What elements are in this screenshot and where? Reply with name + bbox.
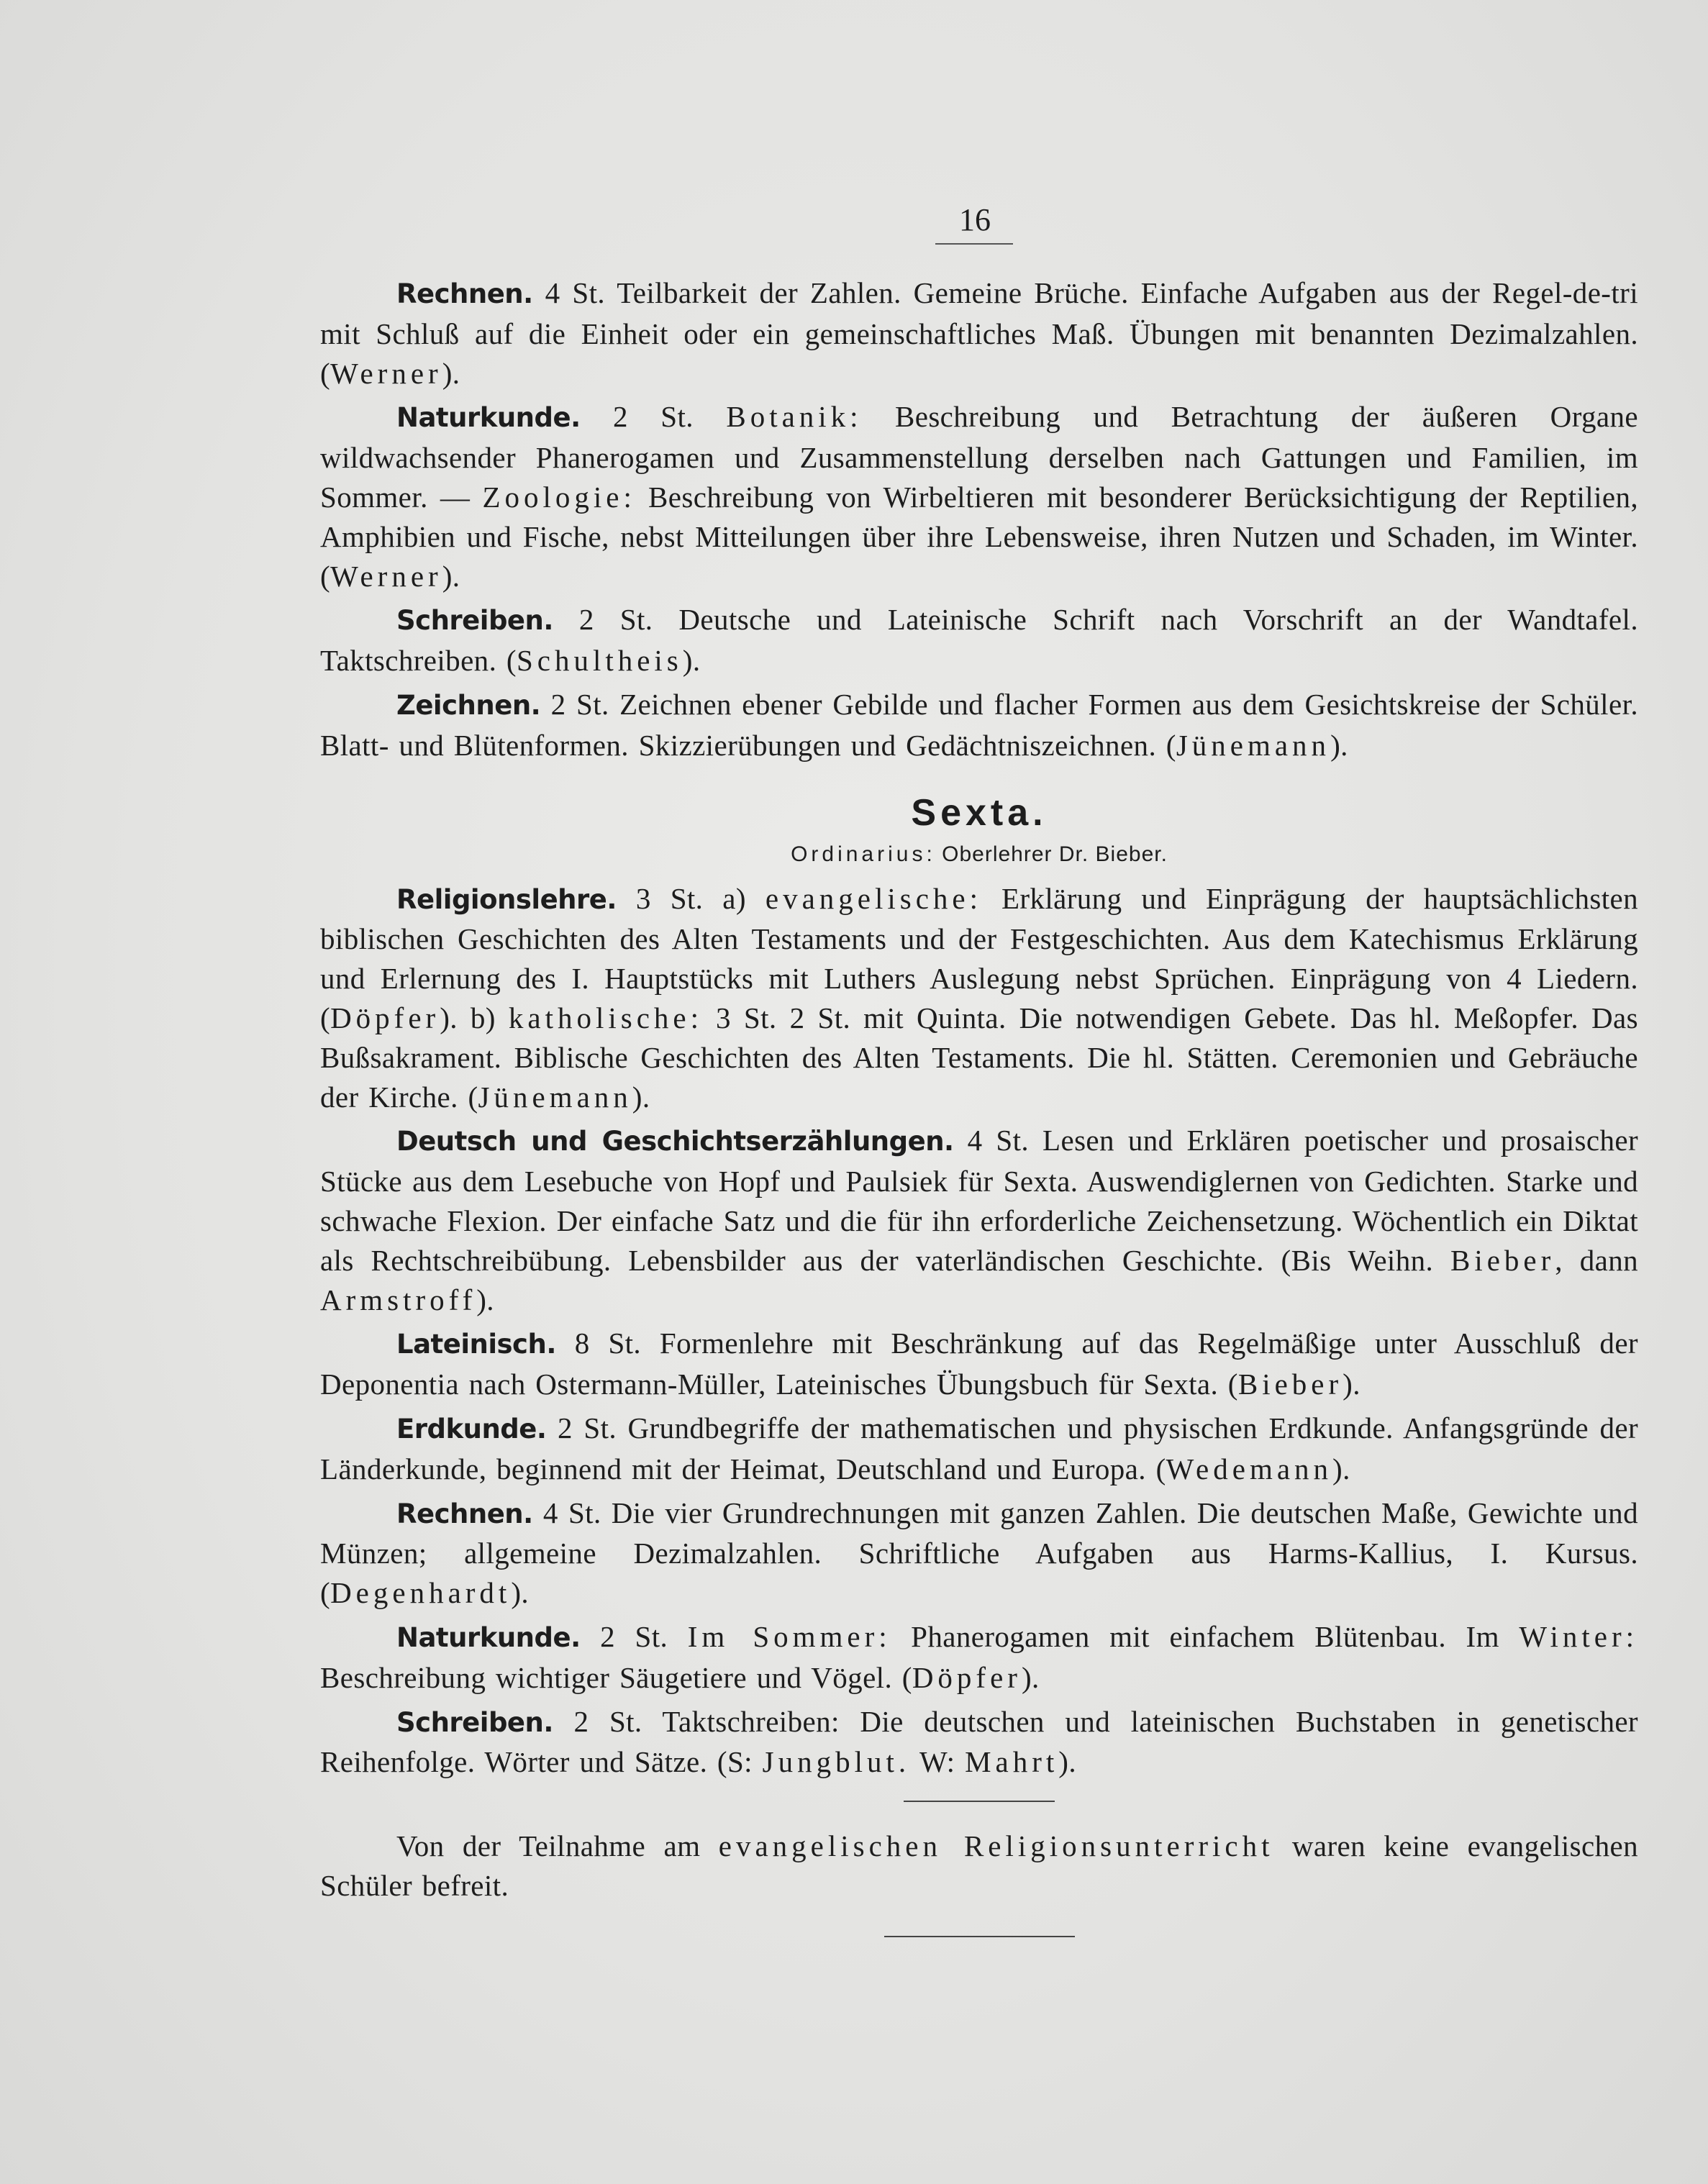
subject-title: Schreiben. [396,1706,553,1738]
subject-title: Religionslehre. [396,883,617,915]
paragraph-footer-note [320,1826,1638,1906]
paragraph-close: ). [511,1576,530,1610]
teacher-label-s: (S: [717,1745,753,1779]
ordinarius-name: Oberlehrer Dr. Bieber. [942,842,1168,866]
subject-title: Rechnen. [396,1498,533,1529]
paragraph-text: Teilbarkeit der Zahlen. Gemeine Brüche. Einfache Aufgaben aus der Regel-de-tri mit Schluß auf die Einheit oder ein gemeinschaftliches Maß. Übungen mit benannten Dezimalzahlen. [320,276,1638,350]
topic-label-katholisch: katholische: [508,1001,703,1034]
teacher-name: Döpfer [330,1001,440,1034]
hours: 8 St. [574,1327,642,1360]
subject-title: Erdkunde. [396,1413,547,1444]
paragraph-schreiben-sexta [320,1702,1638,1783]
topic-label-botanik: Botanik: [726,400,863,434]
teacher-name: Degenhardt [330,1576,512,1610]
page-content [320,273,1638,1937]
teacher-name: Bieber [1450,1243,1555,1277]
teacher-name: Bieber [1237,1368,1343,1401]
paragraph-naturkunde-sexta: Naturkunde. 2 St. Im Sommer: Phanerogamen mit einfachem Blütenbau. Im Winter: Beschreibung wichtiger Säugetiere und Vögel. (Döpfer). [320,1619,1638,1694]
teacher-name: Werner [330,356,442,390]
section-heading-sexta: Sexta. [911,791,1048,834]
teacher-name: Armstroff [320,1283,477,1316]
teacher-name: Schultheis [516,644,683,678]
paragraph-zeichnen: Zeichnen. 2 St. Zeichnen ebener Gebilde und flacher Formen aus dem Gesichtskreise der Schüler. Blatt- und Blütenformen. Skizzierübungen und Gedächtniszeichnen. (Jünemann). [320,687,1639,762]
page-number-rule [935,243,1013,245]
list-marker-b: ). b) [440,1001,496,1034]
subject-title: Naturkunde. [396,1621,581,1653]
teacher-prefix: (Bis Weihn. [1281,1243,1434,1277]
topic-label-winter: Winter: [1519,1619,1638,1653]
subject-title: Zeichnen. [396,689,541,721]
footer-spaced-text: evangelischen Religionsunterricht [718,1829,1274,1863]
paragraph-rechnen: Rechnen. 4 St. Teilbarkeit der Zahlen. Gemeine Brüche. Einfache Aufgaben aus der Regel-de-tri mit Schluß auf die Einheit oder ein gemeinschaftliches Maß. Übungen mit benannten Dezimalzahlen. (Werner). [320,276,1638,390]
topic-label-zoologie: Zoologie: [482,480,636,514]
ordinarius-label: Ordinarius: [791,842,936,866]
paragraph-text: Beschreibung wichtiger Säugetiere und Vögel. [320,1660,893,1694]
teacher-name: Jünemann [478,1080,632,1114]
teacher-name: Wedemann [1166,1452,1333,1485]
teacher-name: Mahrt [965,1745,1059,1779]
paragraph-close: ). [1021,1660,1040,1694]
teacher-name: Werner [330,559,442,593]
hours: 2 St. [573,1704,642,1738]
paragraph-close: ). [442,356,460,390]
subject-title: Rechnen. [396,278,533,309]
hours: 2 St. [557,1411,617,1444]
paragraph-text: Lesen und Erklären poetischer und prosaischer Stücke aus dem Lesebuche von Hopf und Paulsiek für Sexta. Auswendiglernen von Gedichten. Starke und schwache Flexion. Der einfache Satz und die für ihn erforderliche Zeichensetzung. Wöchentlich ein Diktat als Rechtschreibübung. Lebensbilder aus der vaterländischen Geschichte. [320,1124,1638,1277]
paragraph-naturkunde: Naturkunde. 2 St. Botanik: Beschreibung und Betrachtung der äußeren Organe wildwachsender Phanerogamen und Zusammenstellung derselben nach Gattungen und Familien, im Sommer. — Zoologie: Beschreibung von Wirbeltieren mit besonderer Berücksichtigung der Reptilien, Amphibien und Fische, nebst Mitteilungen über ihre Lebensweise, ihren Nutzen und Schaden, im Winter. (Werner). [320,400,1639,593]
teacher-name: Jünemann [1176,728,1331,762]
paragraph-deutsch [320,1121,1638,1319]
hours: 3 St. [635,881,704,915]
paragraph-rechnen-sexta: Rechnen. 4 St. Die vier Grundrechnungen mit ganzen Zahlen. Die deutschen Maße, Gewichte und Münzen; allgemeine Dezimalzahlen. Schriftliche Aufgaben aus Harms-Kallius, I. Kursus. (Degenhardt). [320,1496,1638,1610]
paragraph-text: Erklärung und Einprägung der hauptsächlichsten biblischen Geschichten des Alten Testaments und der Festgeschichten. Aus dem Katechismus Erklärung und Erlernung des I. Hauptstücks mit Luthers Auslegung nebst Sprüchen. Einprägung von 4 Liedern. [320,881,1638,996]
paragraph-text: Die vier Grundrechnungen mit ganzen Zahlen. Die deutschen Maße, Gewichte und Münzen; allgemeine Dezimalzahlen. Schriftliche Aufgaben aus Harms-Kallius, I. Kursus. [320,1496,1638,1570]
teacher-label-w: W: [919,1745,955,1779]
footer-text: waren keine evangelischen Schüler befreit. [320,1829,1638,1902]
paragraph-text: Formenlehre mit Beschränkung auf das Regelmäßige unter Ausschluß der Deponentia nach Ostermann-Müller, Lateinisches Übungsbuch für Sexta. [320,1327,1638,1401]
paragraph-text: Beschreibung und Betrachtung der äußeren Organe wildwachsender Phanerogamen und Zusammenstellung derselben nach Gattungen und Familien, im Sommer. — [320,400,1639,514]
teacher-mid: , dann [1555,1243,1639,1277]
topic-label-sommer: Im Sommer: [687,1619,891,1653]
subject-title: Schreiben. [396,605,553,637]
subject-title: Naturkunde. [396,402,581,434]
paragraph-religionslehre: Religionslehre. 3 St. a) evangelische: Erklärung und Einprägung der hauptsächlichsten biblischen Geschichten des Alten Testaments und der Festgeschichten. Aus dem Katechismus Erklärung und Erlernung des I. Hauptstücks mit Luthers Auslegung nebst Sprüchen. Einprägung von 4 Liedern. (Döpfer). b) katholische: 3 St. 2 St. mit Quinta. Die notwendigen Gebete. Das hl. Meßopfer. Das Bußsakrament. Biblische Geschichten des Alten Testaments. Die hl. Stätten. Ceremonien und Gebräuche der Kirche. (Jünemann). [320,881,1638,1114]
subject-title: Deutsch und Geschichtserzählungen. [396,1126,954,1157]
paragraph-close: ). [1332,1452,1350,1485]
teacher-name: Döpfer [912,1660,1022,1694]
hours: 4 St. [545,276,606,309]
paragraph-text: Deutsche und Lateinische Schrift nach Vorschrift an der Wandtafel. Taktschreiben. [320,603,1638,678]
topic-label-evangelisch: evangelische: [765,881,982,915]
section-divider [904,1801,1055,1802]
paragraph-close: ). [1343,1368,1361,1401]
list-marker-a: a) [722,881,746,915]
hours: 2 St. [613,400,694,434]
ordinarius-line [320,840,1638,869]
subject-title: Lateinisch. [396,1329,556,1360]
paragraph-close: ). [1330,728,1348,762]
paragraph-text: 3 St. 2 St. mit Quinta. Die notwendigen Gebete. Das hl. Meßopfer. Das Bußsakrament. Biblische Geschichten des Alten Testaments. Die hl. Stätten. Ceremonien und Gebräuche der Kirche. [320,1001,1638,1114]
paragraph-text: Phanerogamen mit einfachem Blütenbau. Im [911,1619,1499,1653]
paragraph-text: Zeichnen ebener Gebilde und flacher Formen aus dem Gesichtskreise der Schüler. Blatt- und Blütenformen. Skizzierübungen und Gedächtniszeichnen. [320,687,1639,762]
hours: 2 St. [550,687,609,721]
paragraph-text: Beschreibung von Wirbeltieren mit besonderer Berücksichtigung der Reptilien, Amphibien und Fische, nebst Mitteilungen über ihre Lebensweise, ihren Nutzen und Schaden, im Winter. [320,480,1639,553]
paragraph-text: Grundbegriffe der mathematischen und physischen Erdkunde. Anfangsgründe der Länderkunde, beginnend mit der Heimat, Deutschland und Europa. [320,1411,1639,1485]
hours: 4 St. [967,1124,1030,1157]
end-divider [884,1936,1075,1937]
hours: 2 St. [578,603,653,637]
paragraph-close: ). [682,644,701,678]
paragraph-lateinisch: Lateinisch. 8 St. Formenlehre mit Beschränkung auf das Regelmäßige unter Ausschluß der Deponentia nach Ostermann-Müller, Lateinisches Übungsbuch für Sexta. (Bieber). [320,1327,1638,1401]
footer-text: Von der Teilnahme am [396,1829,701,1863]
paragraph-schreiben: Schreiben. 2 St. Deutsche und Lateinische Schrift nach Vorschrift an der Wandtafel. Taktschreiben. (Schultheis). [320,603,1638,678]
page-number: 16 [959,202,991,237]
paragraph-close: ). [476,1283,494,1316]
paragraph-close: ). [1058,1745,1076,1779]
paragraph-text: Taktschreiben: Die deutschen und lateinischen Buchstaben in genetischer Reihenfolge. Wörter und Sätze. [320,1704,1638,1779]
paragraph-erdkunde: Erdkunde. 2 St. Grundbegriffe der mathematischen und physischen Erdkunde. Anfangsgründe der Länderkunde, beginnend mit der Heimat, Deutschland und Europa. (Wedemann). [320,1411,1639,1485]
paragraph-close: ). [632,1080,650,1114]
teacher-name: Jungblut. [762,1745,911,1779]
paragraph-close: ). [442,559,460,593]
hours: 2 St. [600,1619,668,1653]
hours: 4 St. [542,1496,601,1529]
